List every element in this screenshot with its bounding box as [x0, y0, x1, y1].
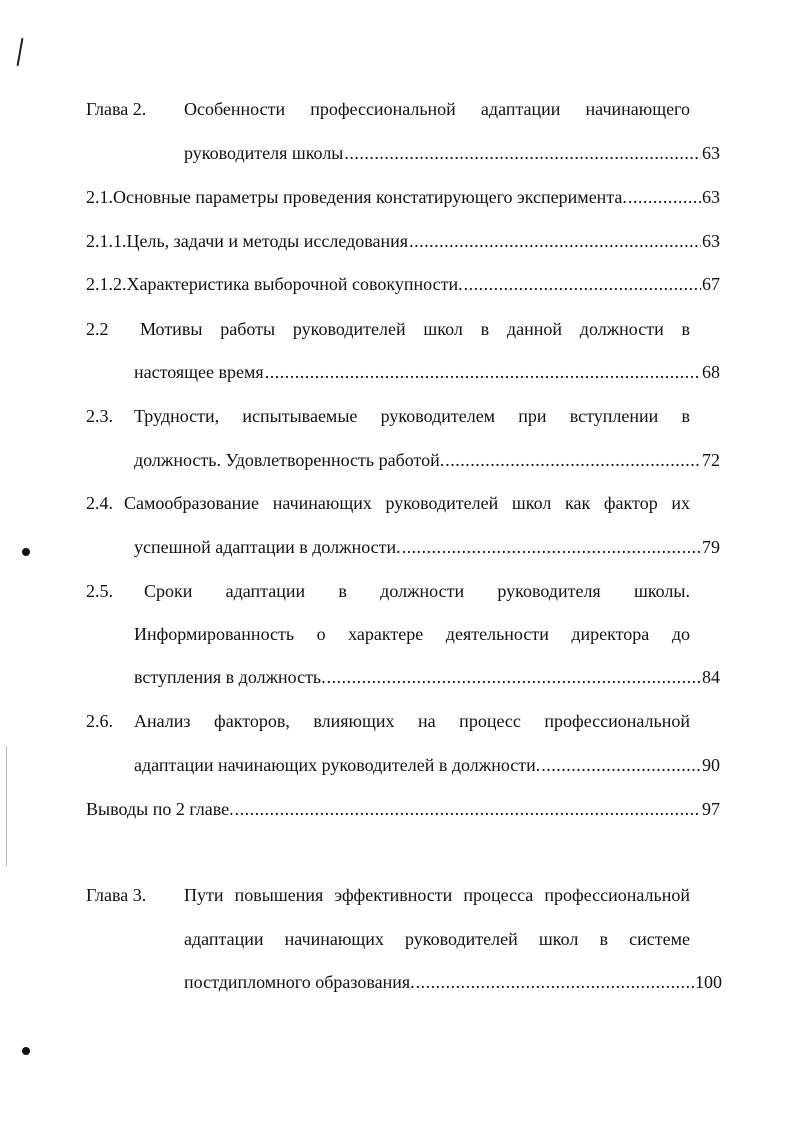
entry-title-text: Выводы по 2 главе.	[86, 799, 234, 819]
bullet-dot-2	[22, 1047, 30, 1055]
entry-title-line-1: Самообразование начинающих руководителей школ как фактор их	[124, 493, 690, 513]
toc-entry-2-1-2[interactable]	[86, 273, 720, 295]
page-number: 68	[702, 362, 720, 382]
section-number: 2.1.	[86, 187, 113, 207]
leader-dots	[265, 361, 701, 383]
leader-dots	[344, 142, 701, 164]
page-number: 79	[702, 537, 720, 557]
entry-title-line-2	[184, 142, 720, 164]
page-number: 97	[702, 799, 720, 819]
leader-dots	[327, 666, 701, 688]
page-number: 72	[702, 450, 720, 470]
entry-title-text: адаптации начинающих руководителей в должности.	[134, 755, 541, 775]
chapter-number: Глава 2.	[86, 99, 147, 119]
entry-title-text: успешной адаптации в должности.	[134, 537, 401, 557]
section-number: 2.1.2.	[86, 274, 127, 294]
entry-title-line-1: Анализ факторов, влияющих на процесс профессиональной	[134, 711, 690, 731]
entry-title-line-2: Информированность о характере деятельности директора до	[134, 624, 690, 644]
entry-title-line-3	[184, 971, 722, 993]
entry-title-line-1: Трудности, испытываемые руководителем при вступлении в	[134, 406, 690, 426]
entry-title-line-2	[134, 536, 720, 558]
scan-mark-top	[17, 38, 24, 66]
section-number: 2.3.	[86, 406, 113, 426]
entry-title-text: Цель, задачи и методы исследования	[126, 231, 409, 251]
section-number: 2.6.	[86, 711, 113, 731]
entry-title-line-2	[134, 754, 720, 776]
entry-title-text: Характеристика выборочной совокупности.	[126, 274, 463, 294]
entry-title-line-3	[134, 666, 720, 688]
entry-title-line-2: адаптации начинающих руководителей школ в системе	[184, 929, 690, 949]
entry-title-line-2	[134, 361, 720, 383]
scan-mark-left	[6, 746, 7, 866]
chapter-number: Глава 3.	[86, 885, 147, 905]
entry-title-text: настоящее время	[134, 362, 264, 382]
toc-entry-2-1[interactable]	[86, 186, 720, 208]
leader-dots	[628, 186, 701, 208]
leader-dots	[541, 754, 701, 776]
entry-title-line-1: Пути повышения эффективности процесса профессиональной	[184, 885, 690, 905]
leader-dots	[416, 971, 694, 993]
page-number: 84	[702, 667, 720, 687]
section-number: 2.4.	[86, 493, 113, 513]
leader-dots	[464, 273, 701, 295]
entry-title-line-1: Мотивы работы руководителей школ в данной должности в	[140, 319, 690, 339]
page-number: 63	[702, 143, 720, 163]
page-number: 63	[702, 187, 720, 207]
entry-title-text: вступления в должность.	[134, 667, 326, 687]
bullet-dot-1	[22, 548, 30, 556]
leader-dots	[235, 798, 701, 820]
page-number: 100	[695, 972, 722, 992]
entry-title-line-2	[134, 449, 720, 471]
leader-dots	[409, 230, 701, 252]
section-number: 2.5.	[86, 581, 113, 601]
leader-dots	[402, 536, 701, 558]
entry-title-text: Основные параметры проведения констатирующего эксперимента.	[113, 187, 627, 207]
page-number: 90	[702, 755, 720, 775]
entry-title-line-1: Особенности профессиональной адаптации начинающего	[184, 99, 690, 119]
leader-dots	[445, 449, 701, 471]
section-number: 2.2	[86, 319, 109, 339]
entry-title-text: постдипломного образования.	[184, 972, 415, 992]
page-number: 63	[702, 231, 720, 251]
toc-entry-conclusions[interactable]	[86, 798, 720, 820]
section-number: 2.1.1.	[86, 231, 127, 251]
page-number: 67	[702, 274, 720, 294]
entry-title-text: руководителя школы	[184, 143, 344, 163]
entry-title-text: должность. Удовлетворенность работой.	[134, 450, 445, 470]
entry-title-line-1: Сроки адаптации в должности руководителя школы.	[144, 581, 690, 601]
toc-entry-2-1-1[interactable]	[86, 230, 720, 252]
